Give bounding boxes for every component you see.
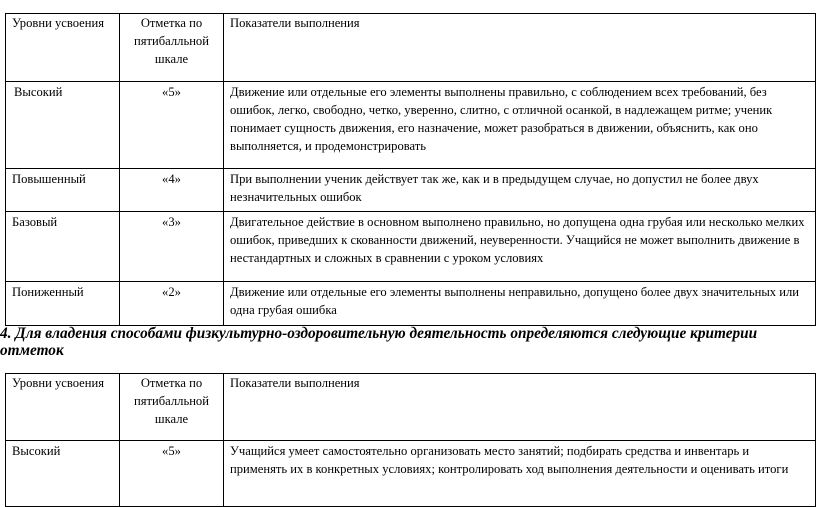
level-cell: Пониженный	[6, 282, 120, 326]
mark-cell: «5»	[120, 441, 224, 507]
table-row	[6, 282, 816, 326]
header-indicators: Показатели выполнения	[224, 374, 816, 441]
header-mark: Отметка по пятибалльной шкале	[120, 14, 224, 82]
level-cell: Высокий	[6, 441, 120, 507]
mark-cell: «3»	[120, 212, 224, 282]
mark-cell: «2»	[120, 282, 224, 326]
mark-cell: «4»	[120, 169, 224, 212]
section-heading: 4. Для владения способами физкультурно-оздоровительную деятельность определяются следующие критерии отметок	[0, 325, 758, 359]
table-row	[6, 82, 816, 169]
level-cell: Повышенный	[6, 169, 120, 212]
level-cell: Высокий	[6, 82, 120, 169]
table-row	[6, 212, 816, 282]
header-indicators: Показатели выполнения	[224, 14, 816, 82]
table-header-row	[6, 14, 816, 82]
indicator-cell: При выполнении ученик действует так же, как и в предыдущем случае, но допустил не более двух незначительных ошибок	[224, 169, 816, 212]
indicator-cell: Движение или отдельные его элементы выполнены правильно, с соблюдением всех требований, без ошибок, легко, свободно, четко, уверенно, слитно, с отличной осанкой, в надлежащем ритме; ученик понимает сущность движения, его назначение, может разобраться в движении, объяснить, как оно выполняется, и продемонстрировать	[224, 82, 816, 169]
table-row	[6, 169, 816, 212]
mark-cell: «5»	[120, 82, 224, 169]
table-row	[6, 441, 816, 507]
indicator-cell: Двигательное действие в основном выполнено правильно, но допущена одна грубая или несколько мелких ошибок, приведших к скованности движений, неуверенности. Учащийся не может выполнить движение в нестандартных и сложных в сравнении с уроком условиях	[224, 212, 816, 282]
header-mark: Отметка по пятибалльной шкале	[120, 374, 224, 441]
assessment-table-movements	[5, 13, 816, 326]
level-cell: Базовый	[6, 212, 120, 282]
assessment-table-activity	[5, 373, 816, 507]
table-header-row	[6, 374, 816, 441]
indicator-cell: Учащийся умеет самостоятельно организовать место занятий; подбирать средства и инвентарь и применять их в конкретных условиях; контролировать ход выполнения деятельности и оценивать итоги	[224, 441, 816, 507]
header-levels: Уровни усвоения	[6, 374, 120, 441]
header-levels: Уровни усвоения	[6, 14, 120, 82]
indicator-cell: Движение или отдельные его элементы выполнены неправильно, допущено более двух значительных или одна грубая ошибка	[224, 282, 816, 326]
